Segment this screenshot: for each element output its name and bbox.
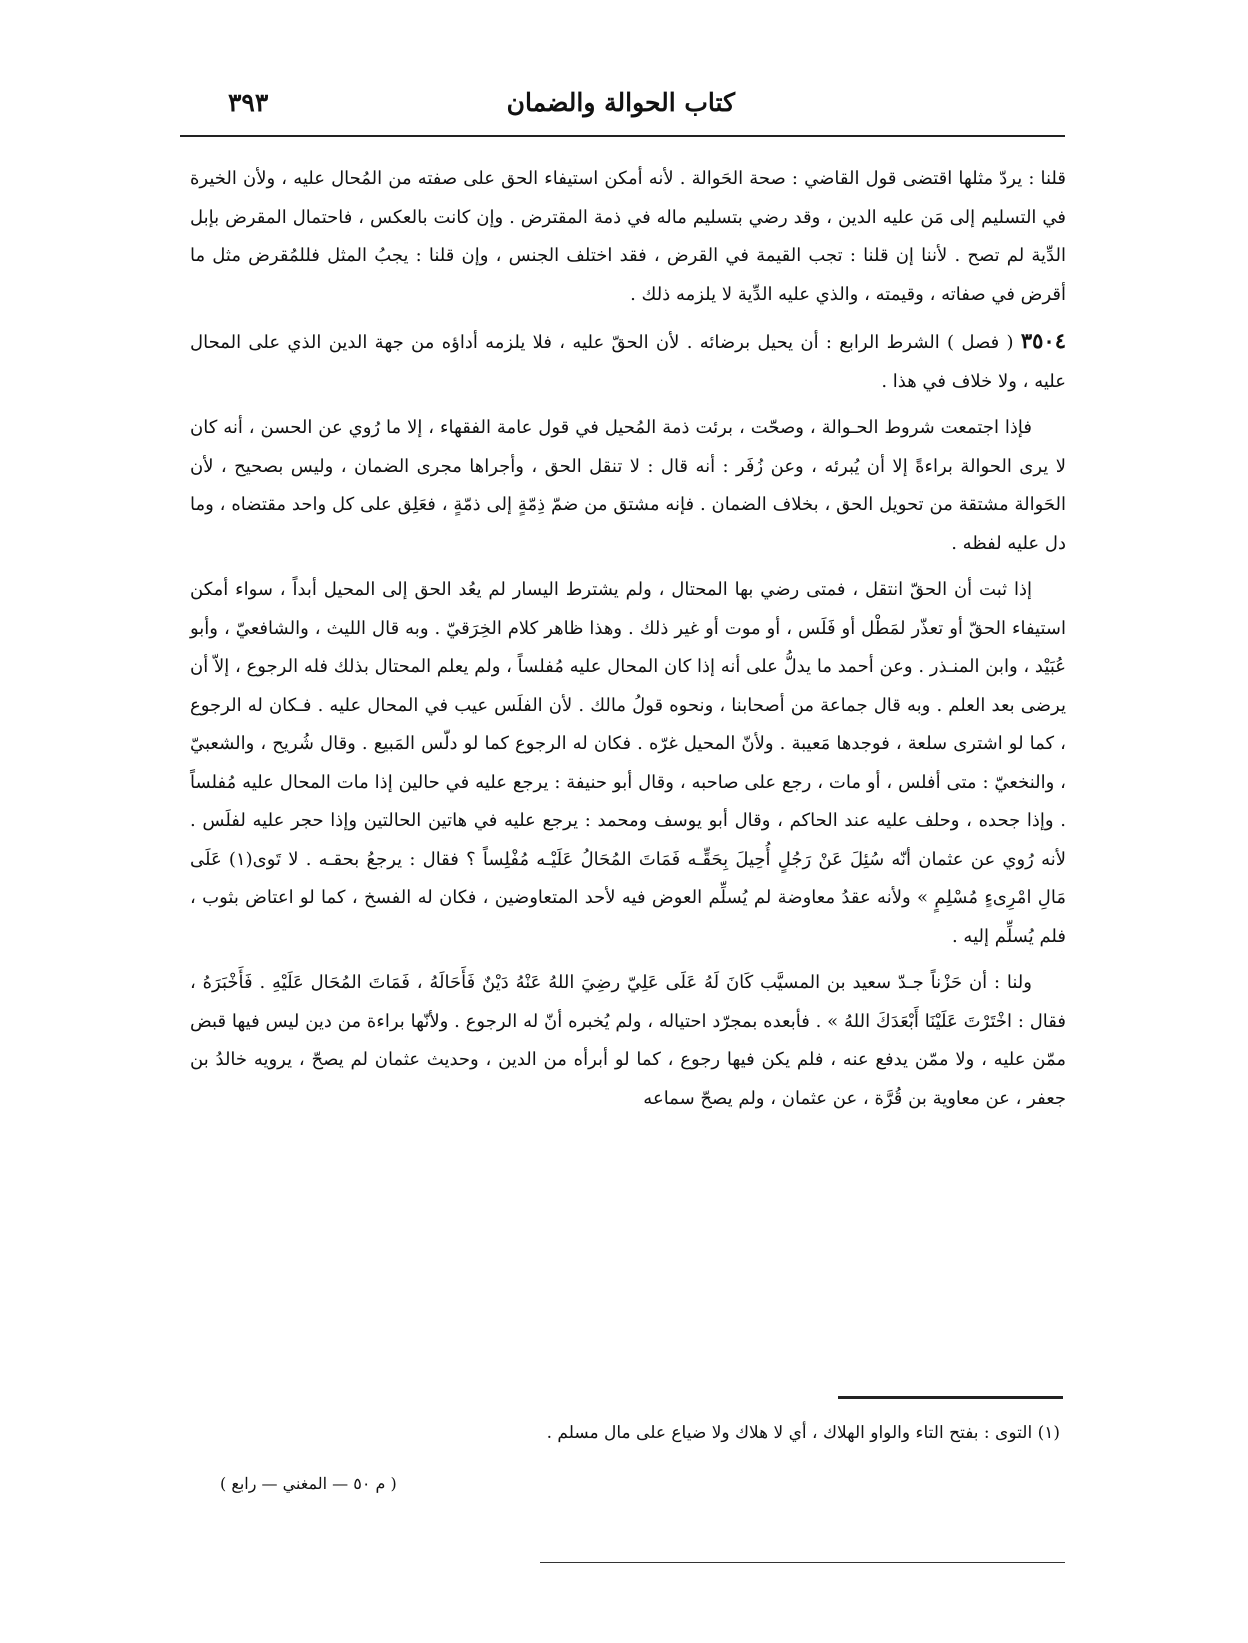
paragraph-5: ولنا : أن حَزْناً جـدّ سعيد بن المسيَّب كَانَ لَهُ عَلَى عَلِيّ رضِيَ اللهُ عَنْهُ دَيْنٌ فَأَحَالَهُ ، فَمَاتَ المُحَال عَلَيْهِ . فَأَخْبَرَهُ ، فقال : اخْتَرْتَ عَلَيْنَا أَبْعَدَكَ اللهُ » . فأبعده بمجرّد احتياله ، ولم يُخبره أنّ له الرجوع . ولأنّها براءة من دين ليس فيها قبض ممّن عليه ، ولا ممّن يدفع عنه ، فلم يكن فيها رجوع ، كما لو أبرأه من الدين ، وحديث عثمان لم يصحّ ، يرويه خالدُ بن جعفر ، عن معاوية بن قُرَّة ، عن عثمان ، ولم يصحّ سماعه — [190, 972, 1066, 1109]
page-header — [180, 88, 1065, 128]
running-title: كتاب الحوالة والضمان — [506, 88, 735, 117]
footnote: (١) التوى : بفتح التاء والواو الهلاك ، أي لا هلاك ولا ضياع على مال مسلم . — [546, 1423, 1060, 1443]
paragraph-2 — [190, 322, 1066, 401]
header-rule — [180, 135, 1065, 137]
bottom-rule — [540, 1562, 1065, 1563]
paragraph-1: قلنا : يردّ مثلها اقتضى قول القاضي : صحة الحَوالة . لأنه أمكن استيفاء الحق على صفته من المُحال عليه ، ولأن الخيرة في التسليم إلى مَن عليه الدين ، وقد رضي بتسليم ماله في ذمة المقترض . وإن كانت بالعكس ، فاحتمال المقرض بإبل الدِّية لم تصح . لأننا إن قلنا : تجب القيمة في القرض ، فقد اختلف الجنس ، وإن قلنا : يجبُ المثل فللمُقرض مثل ما أقرض في صفاته ، وقيمته ، والذي عليه الدِّية لا يلزمه ذلك . — [190, 168, 1066, 305]
paragraph-3: فإذا اجتمعت شروط الحـوالة ، وصحّت ، برئت ذمة المُحيل في قول عامة الفقهاء ، إلا ما رُوي عن الحسن ، أنه كان لا يرى الحوالة براءةً إلا أن يُبرئه ، وعن زُفَر : أنه قال : لا تنقل الحق ، وأجراها مجرى الضمان ، وليس بصحيح ، لأن الحَوالة مشتقة من تحويل الحق ، بخلاف الضمان . فإنه مشتق من ضمّ ذِمّةٍ إلى ذمّةٍ ، فعَلِق على كل واحد مقتضاه ، وما دل عليه لفظه . — [190, 417, 1066, 554]
paragraph-4: إذا ثبت أن الحقّ انتقل ، فمتى رضي بها المحتال ، ولم يشترط اليسار لم يعُد الحق إلى المحيل أبداً ، سواء أمكن استيفاء الحقّ أو تعذّر لمَطْل أو فَلَس ، أو موت أو غير ذلك . وهذا ظاهر كلام الخِرَقيّ . وبه قال الليث ، والشافعيّ ، وأبو عُبَيْد ، وابن المنـذر . وعن أحمد ما يدلُّ على أنه إذا كان المحال عليه مُفلساً ، ولم يعلم المحتال بذلك فله الرجوع ، إلاّ أن يرضى بعد العلم . وبه قال جماعة من أصحابنا ، ونحوه قولُ مالك . لأن الفلَس عيب في المحال عليه . فـكان له الرجوع ، كما لو اشترى سلعة ، فوجدها مَعيبة . ولأنّ المحيل غرّه . فكان له الرجوع كما لو دلّس المَبيع . وقال شُريح ، والشعبيّ ، والنخعيّ : متى أفلس ، أو مات ، رجع على صاحبه ، وقال أبو حنيفة : يرجع عليه في حالين إذا مات المحال عليه مُفلساً . وإذا جحده ، وحلف عليه عند الحاكم ، وقال أبو يوسف ومحمد : يرجع عليه في هاتين الحالتين وإذا حجر عليه لفلَس . لأنه رُوي عن عثمان أنّه سُئِلَ عَنْ رَجُلٍ أُحِيلَ بِحَقِّـه فَمَاتَ المُحَالُ عَلَيْـه مُفْلِساً ؟ فقال : يرجعُ بحقـه . لا تَوى(١) عَلَى مَالِ امْرِىءٍ مُسْلِمٍ » ولأنه عقدُ معاوضة لم يُسلِّم العوض فيه لأحد المتعاوضين ، فكان له الفسخ ، كما لو اعتاض بثوب ، فلم يُسلِّم إليه . — [190, 579, 1066, 947]
signature-mark: ( م ٥٠ — المغني — رابع ) — [220, 1474, 397, 1493]
main-text — [190, 160, 1066, 1126]
footnote-rule — [838, 1396, 1063, 1399]
page-number: ٣٩٣ — [228, 88, 269, 117]
paragraph-2-text: ( فصل ) الشرط الرابع : أن يحيل برضائه . لأن الحقّ عليه ، فلا يلزمه أداؤه من جهة الدين الذي على المحال عليه ، ولا خلاف في هذا . — [190, 332, 1066, 392]
section-number: ٣٥٠٤ — [1020, 328, 1066, 353]
